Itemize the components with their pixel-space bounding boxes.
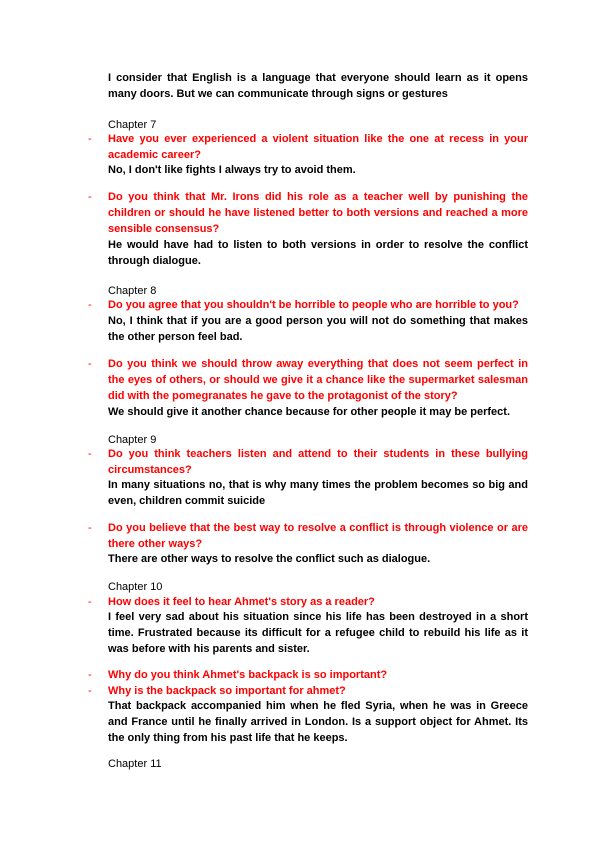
bullet-dash: - — [88, 685, 92, 697]
chapter-heading: Chapter 10 — [108, 581, 163, 593]
answer-text: There are other ways to resolve the conflict such as dialogue. — [108, 553, 431, 565]
answer-text: That backpack accompanied him when he fled Syria, when he was in Greece and France until he finally arrived in London. Is a support object for Ahmet. Its the only thing from his past life that he keeps. — [108, 700, 528, 744]
bullet-dash: - — [88, 191, 92, 203]
chapter-heading: Chapter 7 — [108, 119, 157, 131]
question-item — [88, 297, 528, 313]
question-text: Why do you think Ahmet's backpack is so important? — [108, 669, 388, 681]
question-item — [88, 446, 528, 478]
question-text: Do you agree that you shouldn't be horrible to people who are horrible to you? — [108, 299, 519, 311]
question-item — [88, 356, 528, 404]
bullet-dash: - — [88, 596, 92, 608]
intro-answer: I consider that English is a language that everyone should learn as it opens many doors. But we can communicate through signs or gestures — [108, 72, 528, 100]
bullet-dash: - — [88, 358, 92, 370]
question-text: Do you think teachers listen and attend to their students in these bullying circumstances? — [108, 448, 528, 476]
question-text: Do you believe that the best way to resolve a conflict is through violence or are there other ways? — [108, 522, 528, 550]
chapter-heading: Chapter 11 — [108, 758, 162, 770]
question-item — [88, 131, 528, 163]
bullet-dash: - — [88, 448, 92, 460]
question-item — [88, 520, 528, 552]
question-text: Do you think we should throw away everything that does not seem perfect in the eyes of others, or should we give it a chance like the supermarket salesman did with the pomegranates he gave to the protagonist of the story? — [108, 358, 528, 402]
question-text: How does it feel to hear Ahmet's story as a reader? — [108, 596, 375, 608]
question-text: Have you ever experienced a violent situation like the one at recess in your academic career? — [108, 133, 528, 161]
question-text: Why is the backpack so important for ahmet? — [108, 685, 346, 697]
question-item — [88, 683, 528, 699]
question-item — [88, 594, 528, 610]
chapter-heading: Chapter 9 — [108, 434, 157, 446]
answer-text: In many situations no, that is why many times the problem becomes so big and even, children commit suicide — [108, 479, 528, 507]
bullet-dash: - — [88, 299, 92, 311]
answer-text: We should give it another chance because for other people it may be perfect. — [108, 406, 511, 418]
question-text: Do you think that Mr. Irons did his role as a teacher well by punishing the children or should he have listened better to both versions and reached a more sensible consensus? — [108, 191, 528, 235]
bullet-dash: - — [88, 133, 92, 145]
question-item — [88, 189, 528, 237]
answer-text: He would have had to listen to both versions in order to resolve the conflict through dialogue. — [108, 239, 528, 267]
answer-text: I feel very sad about his situation since his life has been destroyed in a short time. Frustrated because its difficult for a refugee child to rebuild his life as it was before with his parents and sister. — [108, 611, 528, 655]
chapter-heading: Chapter 8 — [108, 285, 157, 297]
answer-text: No, I think that if you are a good person you will not do something that makes the other person feel bad. — [108, 315, 528, 343]
bullet-dash: - — [88, 669, 92, 681]
bullet-dash: - — [88, 522, 92, 534]
answer-text: No, I don't like fights I always try to avoid them. — [108, 164, 356, 176]
question-item — [88, 667, 528, 683]
